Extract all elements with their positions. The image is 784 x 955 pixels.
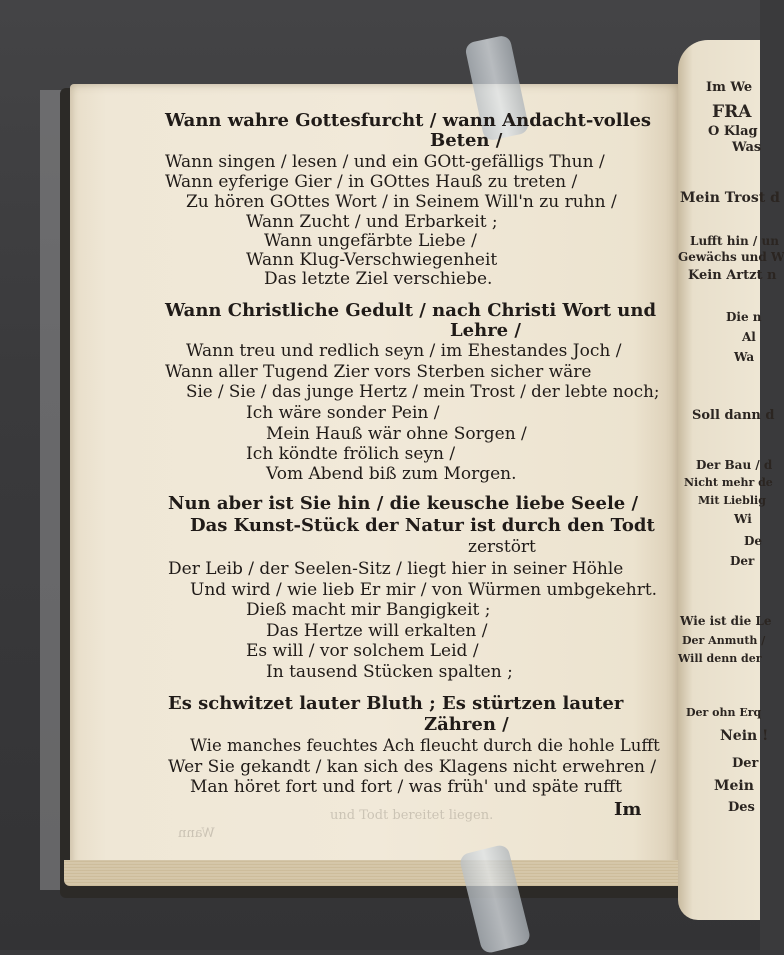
- show-through-text: und Todt bereitet liegen.: [330, 808, 494, 823]
- right-page-line: Will denn der: [678, 652, 762, 665]
- verse-line: Das Kunst-Stück der Natur ist durch den Todt: [190, 515, 655, 536]
- verse-line: Zu hören GOttes Wort / in Seinem Will'n zu ruhn /: [186, 192, 617, 212]
- right-page-line: Wa: [734, 350, 755, 364]
- verse-line: Wann wahre Gottesfurcht / wann Andacht-volles: [165, 110, 652, 131]
- right-page-line: Gewächs und W: [678, 250, 784, 264]
- catchword: Im: [614, 799, 642, 820]
- right-page-line: Der Bau / d: [696, 458, 773, 472]
- right-page-line: Des: [728, 800, 755, 815]
- right-page-line: Der ohn Erq: [686, 706, 762, 719]
- verse-line: Beten /: [430, 130, 503, 151]
- verse-line: In tausend Stücken spalten ;: [266, 662, 513, 682]
- verse-line: Wann Zucht / und Erbarkeit ;: [246, 212, 498, 232]
- right-page-line: Der: [730, 554, 755, 568]
- right-page-line: FRA: [712, 102, 752, 122]
- right-page-line: Nicht mehr de: [684, 476, 773, 489]
- right-page-line: Mit Lieblig: [698, 494, 766, 507]
- verse-line: Wer Sie gekandt / kan sich des Klagens nicht erwehren /: [168, 757, 657, 777]
- right-page-line: Wi: [734, 512, 752, 526]
- verse-line: Wann singen / lesen / und ein GOtt-gefälligs Thun /: [165, 152, 605, 172]
- verse-line: Vom Abend biß zum Morgen.: [266, 464, 517, 484]
- right-page-line: Der: [732, 756, 759, 771]
- verse-line: Man höret fort und fort / was früh' und späte rufft: [190, 777, 623, 797]
- verse-line: Zähren /: [424, 714, 509, 735]
- verse-line: Wann aller Tugend Zier vors Sterben sicher wäre: [165, 362, 592, 382]
- right-page-line: O Klag: [708, 124, 758, 139]
- verse-line: Mein Hauß wär ohne Sorgen /: [266, 424, 527, 444]
- right-page-line: De: [744, 534, 763, 548]
- right-page-line: Mein Trost d: [680, 190, 780, 206]
- verse-line: Ich köndte frölich seyn /: [246, 444, 456, 464]
- right-page-line: Al: [742, 330, 756, 344]
- verse-line: Ich wäre sonder Pein /: [246, 403, 440, 423]
- verse-line: Es schwitzet lauter Bluth ; Es stürtzen lauter: [168, 693, 624, 714]
- verse-line: Wann treu und redlich seyn / im Ehestandes Joch /: [186, 341, 622, 361]
- verse-line: Sie / Sie / das junge Hertz / mein Trost / der lebte noch;: [186, 382, 660, 402]
- right-page-line: Lufft hin / un: [690, 234, 779, 248]
- right-page-line: Kein Artzt n: [688, 268, 777, 283]
- show-through-text: Wann: [178, 826, 215, 841]
- verse-line: Das Hertze will erkalten /: [266, 621, 488, 641]
- right-page-line: Mein: [714, 778, 754, 794]
- verse-line: Dieß macht mir Bangigkeit ;: [246, 600, 491, 620]
- verse-line: Lehre /: [450, 320, 521, 341]
- verse-line: zerstört: [468, 537, 536, 557]
- verse-line: Wie manches feuchtes Ach fleucht durch die hohle Lufft: [190, 736, 660, 756]
- verse-line: Und wird / wie lieb Er mir / von Würmen umbgekehrt.: [190, 580, 658, 600]
- right-page-line: Soll dann d: [692, 408, 775, 423]
- right-page-line: Der Anmuth /: [682, 634, 766, 647]
- verse-line: Wann eyferige Gier / in GOttes Hauß zu treten /: [165, 172, 578, 192]
- right-page-line: Wie ist die Le: [680, 614, 772, 628]
- right-page-line: Im We: [706, 80, 753, 95]
- verse-line: Der Leib / der Seelen-Sitz / liegt hier in seiner Höhle: [168, 559, 624, 579]
- right-page-line: Was: [732, 140, 762, 155]
- verse-line: Das letzte Ziel verschiebe.: [264, 269, 493, 289]
- verse-line: Wann ungefärbte Liebe /: [264, 231, 477, 251]
- verse-line: Nun aber ist Sie hin / die keusche liebe Seele /: [168, 493, 639, 514]
- right-page-line: Nein !: [720, 728, 769, 744]
- right-page-line: Die n: [726, 310, 762, 324]
- verse-line: Es will / vor solchem Leid /: [246, 641, 479, 661]
- verse-line: Wann Christliche Gedult / nach Christi Wort und: [165, 300, 657, 321]
- verse-line: Wann Klug-Verschwiegenheit: [246, 250, 498, 270]
